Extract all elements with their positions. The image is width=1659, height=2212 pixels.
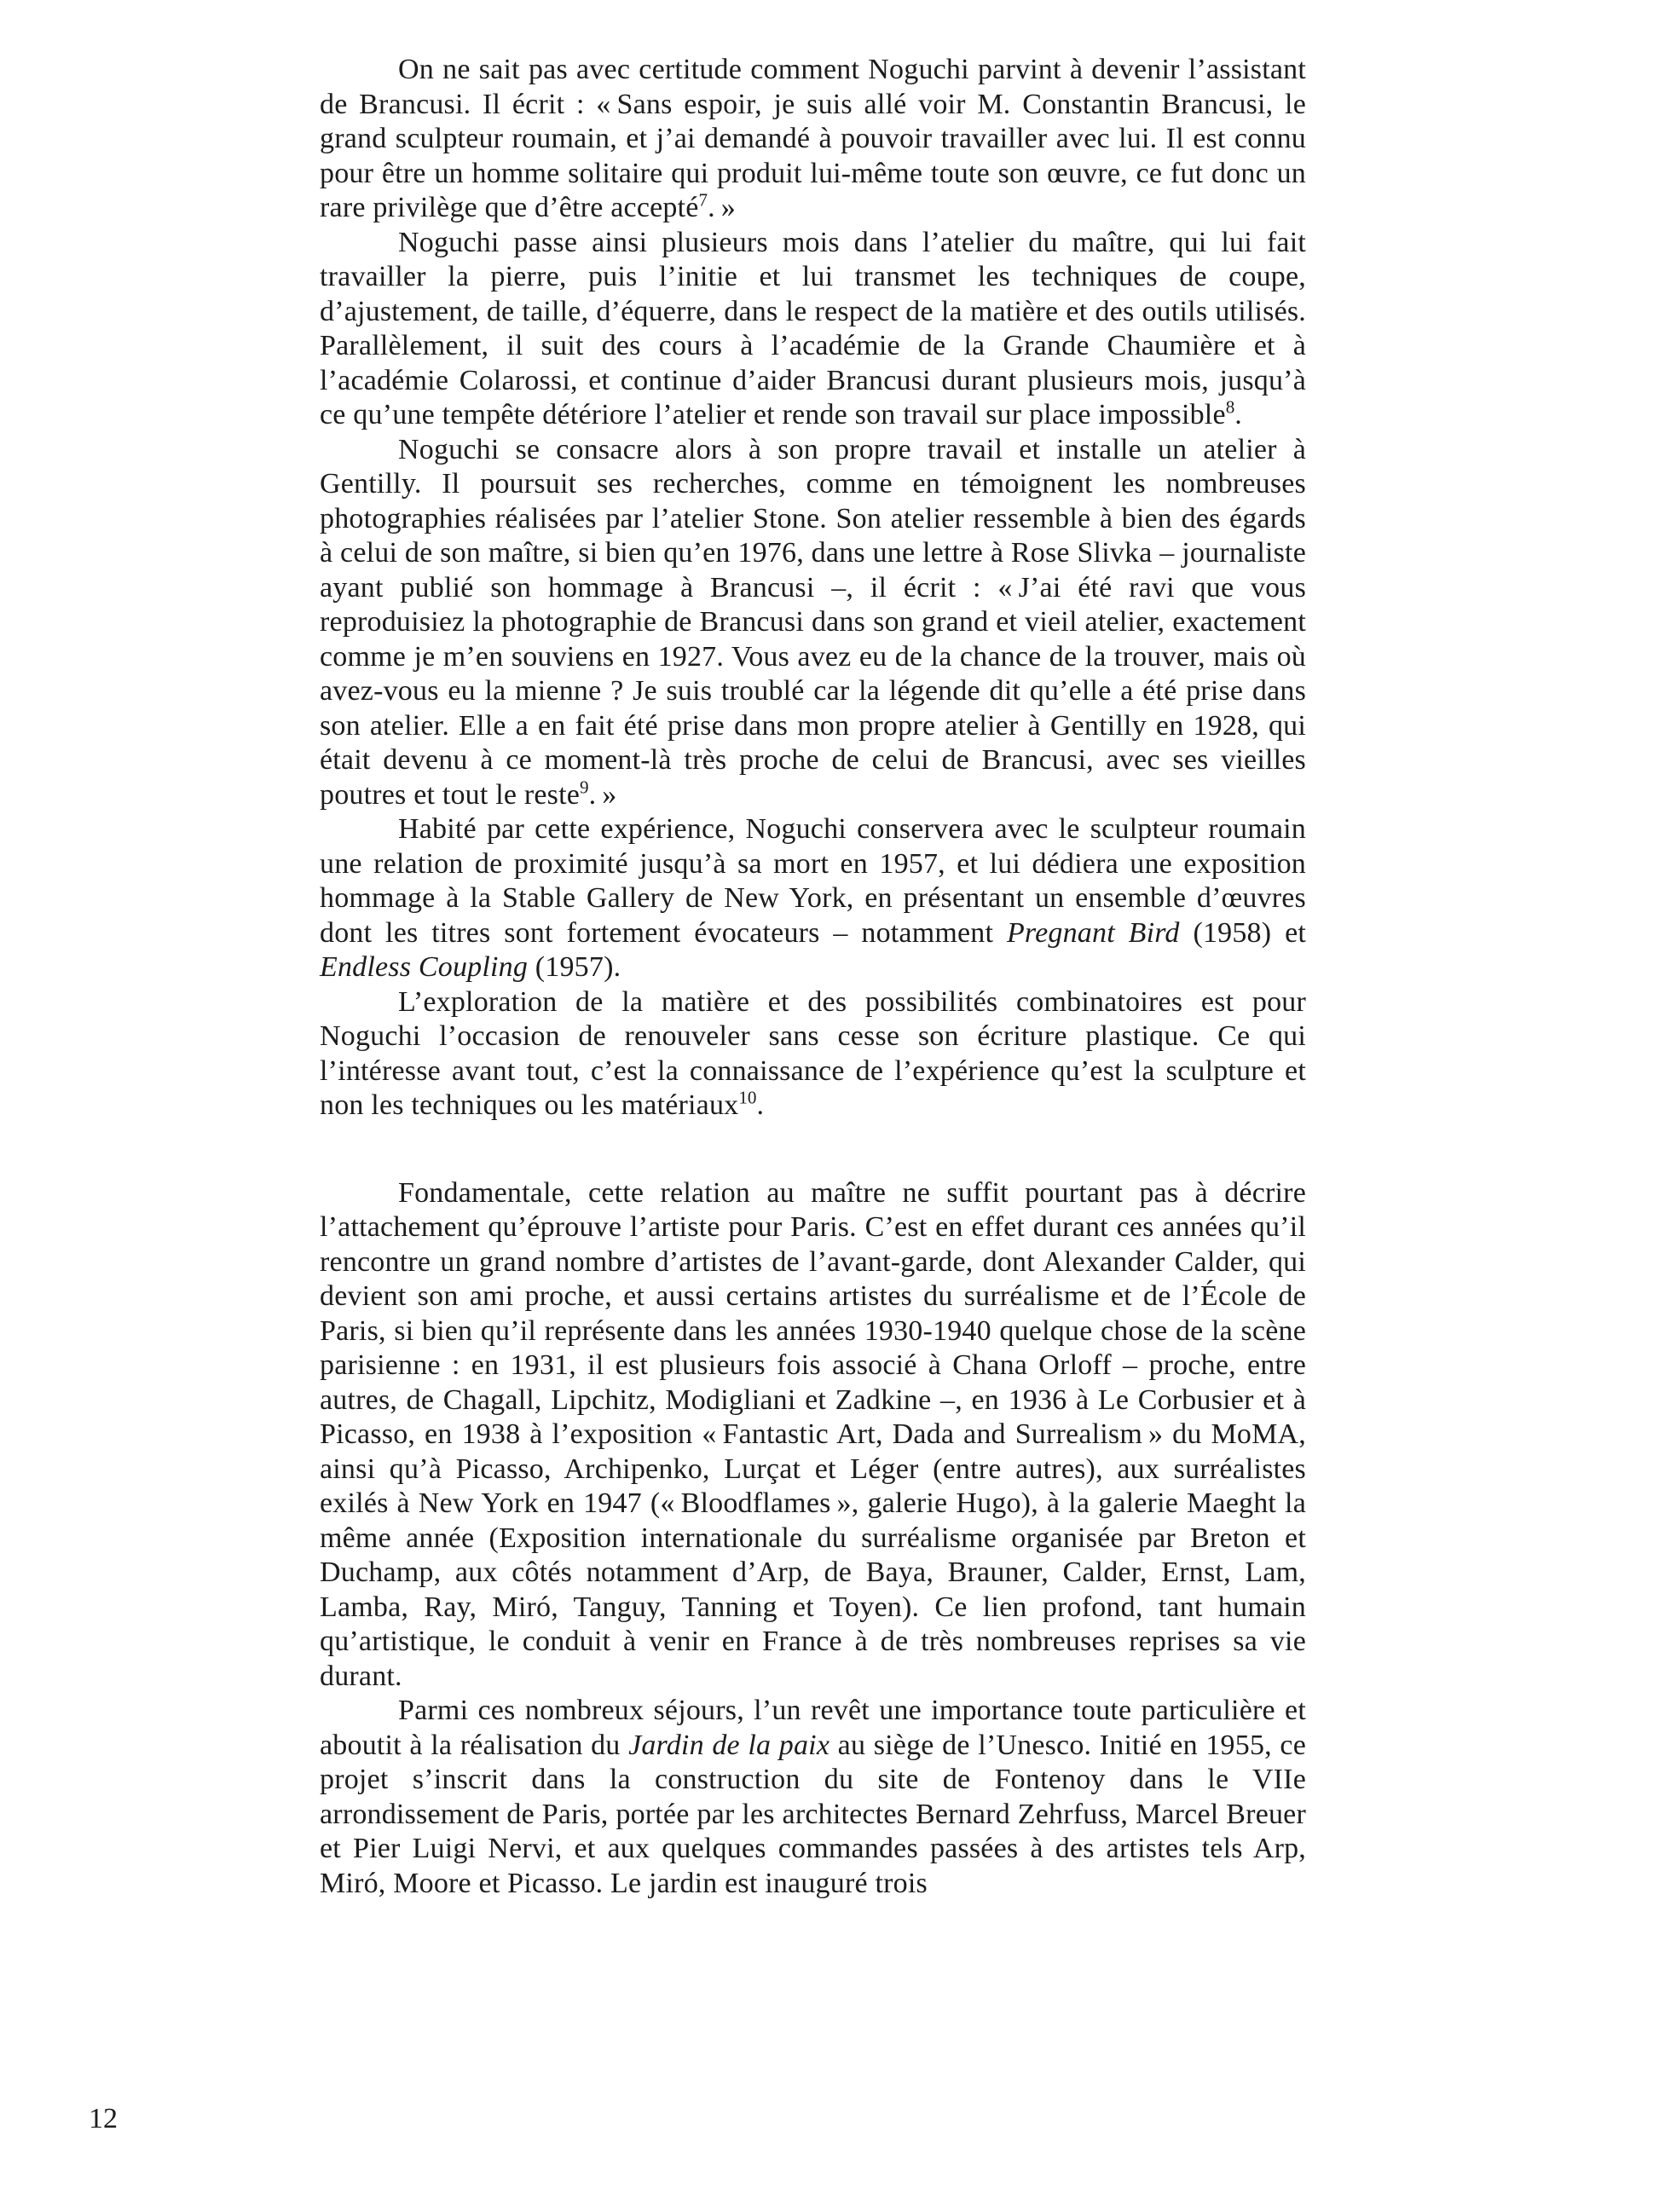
page-number: 12	[89, 2103, 118, 2134]
text-run: . »	[588, 778, 617, 811]
text-run: Noguchi passe ainsi plusieurs mois dans l’atelier du maître, qui lui fait travailler la pierre, puis l’initie et lui transmet les techniques de coupe, d’ajustement, de taille, d’équerre, dans le respect de la matière et des outils utilisés. Parallèlement, il suit des cours à l’académie de la Grande Chaumière et à l’académie Colarossi, et continue d’aider Brancusi durant plusieurs mois, jusqu’à ce qu’une tempête détériore l’atelier et rende son travail sur place impossible	[320, 226, 1306, 430]
work-title: Pregnant Bird	[1006, 916, 1180, 949]
text-run: Fondamentale, cette relation au maître ne suffit pourtant pas à décrire l’attachement qu’éprouve l’artiste pour Paris. C’est en effet durant ces années qu’il rencontre un grand nombre d’artistes de l’avant-garde, dont Alexander Calder, qui devient son ami proche, et aussi certains artistes du surréalisme et de l’École de Paris, si bien qu’il représente dans les années 1930-1940 quelque chose de la scène parisienne : en 1931, il est plusieurs fois associé à Chana Orloff – proche, entre autres, de Chagall, Lipchitz, Modigliani et Zadkine –, en 1936 à Le Corbusier et à Picasso, en 1938 à l’exposition « Fantastic Art, Dada and Surrealism » du MoMA, ainsi qu’à Picasso, Archipenko, Lurçat et Léger (entre autres), aux surréalistes exilés à New York en 1947 (« Bloodflames », galerie Hugo), à la galerie Maeght la même année (Exposition internationale du surréalisme organisée par Breton et Duchamp, aux côtés notamment d’Arp, de Baya, Brauner, Calder, Ernst, Lam, Lamba, Ray, Miró, Tanguy, Tanning et Toyen). Ce lien profond, tant humain qu’artistique, le conduit à venir en France à de très nombreuses reprises sa vie durant.	[320, 1176, 1306, 1692]
text-run: . »	[708, 192, 737, 223]
paragraph	[320, 1694, 1306, 1901]
text-run: On ne sait pas avec certitude comment Noguchi parvint à devenir l’assistant de Brancusi. Il écrit : « Sans espoir, je suis allé voir M. Constantin Brancusi, le grand sculpteur roumain, et j’ai demandé à pouvoir travailler avec lui. Il est connu pour être un homme solitaire qui produit lui-même toute son œuvre, ce fut donc un rare privilège que d’être accepté	[320, 54, 1306, 223]
text-run: L’exploration de la matière et des possibilités combinatoires est pour Noguchi l’occasion de renouveler sans cesse son écriture plastique. Ce qui l’intéresse avant tout, c’est la connaissance de l’expérience qu’est la sculpture et non les techniques ou les matériaux	[320, 985, 1306, 1121]
paragraph	[320, 226, 1306, 433]
footnote-reference: 9	[580, 777, 589, 798]
footnote-reference: 10	[738, 1087, 757, 1108]
text-run: .	[1234, 399, 1242, 430]
paragraph	[320, 1176, 1306, 1695]
text-run: au siège de l’Unesco. Initié en 1955, ce projet s’inscrit dans la construction du site de Fontenoy dans le VIIe arrondissement de Paris, portée par les architectes Bernard Zehrfuss, Marcel Breuer et Pier Luigi Nervi, et aux quelques commandes passées à des artistes tels Arp, Miró, Moore et Picasso. Le jardin est inauguré trois	[320, 1729, 1306, 1899]
footnote-reference: 7	[698, 189, 708, 211]
text-run: (1957).	[528, 951, 621, 983]
body-text	[320, 53, 1306, 1901]
paragraph	[320, 812, 1306, 985]
work-title: Endless Coupling	[320, 951, 529, 983]
paragraph	[320, 53, 1306, 226]
text-run: Habité par cette expérience, Noguchi conservera avec le sculpteur roumain une relation de proximité jusqu’à sa mort en 1957, et lui dédiera une exposition hommage à la Stable Gallery de New York, en présentant un ensemble d’œuvres dont les titres sont fortement évocateurs – notamment	[320, 813, 1306, 949]
text-run: Parmi ces nombreux séjours, l’un revêt une importance toute particulière et aboutit à la réalisation du	[320, 1695, 1306, 1761]
paragraph	[320, 433, 1306, 813]
footnote-reference: 8	[1225, 396, 1235, 418]
work-title: Jardin de la paix	[628, 1729, 830, 1761]
text-run: .	[756, 1089, 765, 1121]
text-run: (1958) et	[1179, 916, 1307, 949]
text-run: Noguchi se consacre alors à son propre travail et installe un atelier à Gentilly. Il poursuit ses recherches, comme en témoignent les nombreuses photographies réalisées par l’atelier Stone. Son atelier ressemble à bien des égards à celui de son maître, si bien qu’en 1976, dans une lettre à Rose Slivka – journaliste ayant publié son hommage à Brancusi –, il écrit : « J’ai été ravi que vous reproduisiez la photographie de Brancusi dans son grand et vieil atelier, exactement comme je m’en souviens en 1927. Vous avez eu de la chance de la trouver, mais où avez-vous eu la mienne ? Je suis troublé car la légende dit qu’elle a été prise dans son atelier. Elle a en fait été prise dans mon propre atelier à Gentilly en 1928, qui était devenu à ce moment-là très proche de celui de Brancusi, avec ses vieilles poutres et tout le reste	[320, 433, 1306, 811]
paragraph	[320, 985, 1306, 1123]
